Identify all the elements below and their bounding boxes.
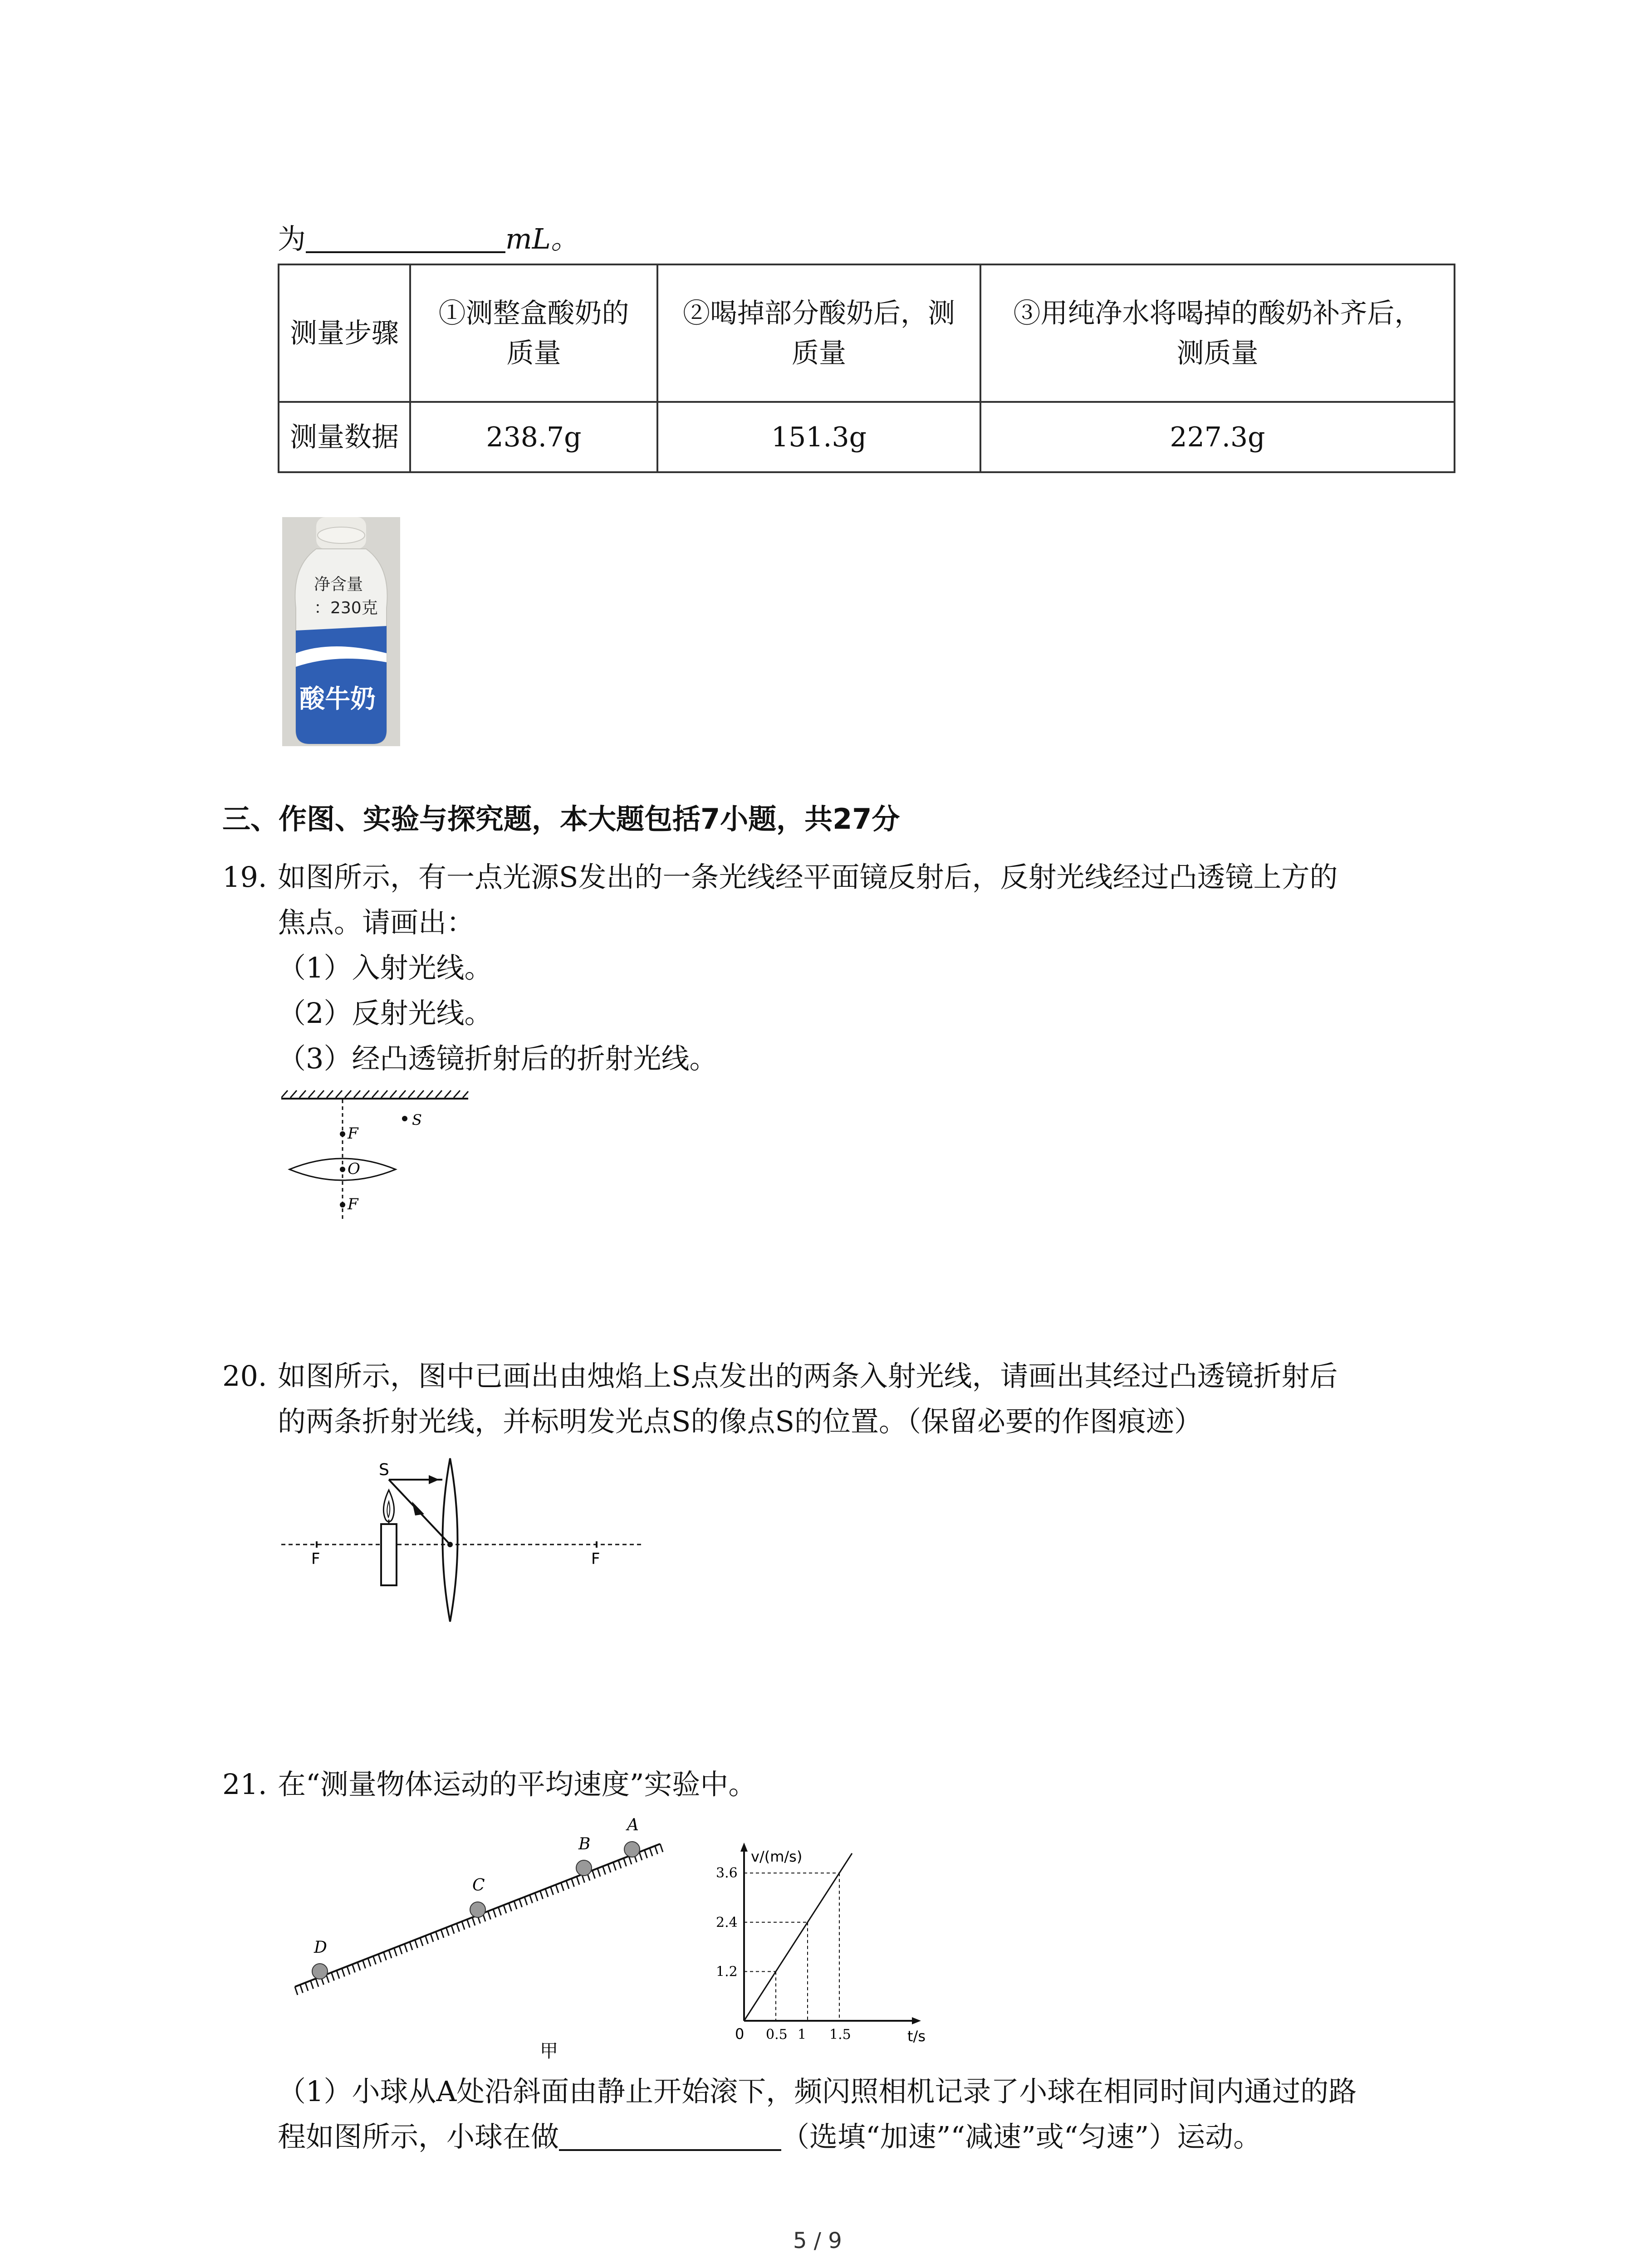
figure-caption: 甲 [540,2041,558,2062]
x-tick-label: 1 [798,2027,807,2043]
q19-item-1: （1）入射光线。 [278,951,493,984]
label-a: A [627,1816,639,1834]
label-f-top: F [348,1124,358,1143]
y-tick-label: 1.2 [716,1964,738,1980]
q19-mirror-lens-figure [281,1089,472,1225]
x-tick-label: 1.5 [829,2027,851,2043]
row-header-steps: 测量步骤 [279,264,410,402]
y-tick-label: 3.6 [716,1865,738,1882]
arrow-parallel [429,1475,439,1484]
optical-center-point [447,1542,453,1547]
label-f-bottom: F [348,1195,358,1213]
q19-line1: 如图所示，有一点光源S发出的一条光线经平面镜反射后，反射光线经过凸透镜上方的 [278,860,1338,894]
q18-unit: mL。 [505,222,579,255]
q20-line1: 如图所示，图中已画出由烛焰上S点发出的两条入射光线，请画出其经过凸透镜折射后 [278,1359,1338,1393]
ball-a [624,1842,640,1857]
table-row [279,264,1455,402]
q21-sub1-text-b: （选填“加速”“减速”或“匀速”）运动。 [781,2120,1262,2153]
q19-number: 19. [222,860,267,894]
label-c: C [472,1876,485,1895]
series-line [744,1853,852,2021]
light-source-point [402,1116,407,1121]
data-3: 227.3g [980,402,1455,472]
x-axis-label: t/s [907,2028,926,2045]
label-f-left: F [311,1550,320,1568]
graph-marks [716,1853,852,2043]
data-1: 238.7g [410,402,657,472]
row-header-data: 测量数据 [279,402,410,472]
q21-line1: 在“测量物体运动的平均速度”实验中。 [278,1768,757,1801]
q21-sub1-text-a: 程如图所示，小球在做 [278,2120,559,2153]
q18-prefix: 为 [278,222,306,255]
q21-sub1-line2 [278,2120,1262,2153]
focus-bottom-point [340,1202,345,1207]
y-tick-label: 2.4 [716,1914,738,1931]
y-axis-arrow [740,1843,748,1852]
origin-label: 0 [735,2025,745,2043]
label-f-right: F [591,1550,600,1568]
yogurt-bottle-image [282,517,400,746]
ball-b [576,1860,592,1876]
mirror-hatching [281,1090,468,1098]
q20-candle-lens-figure [277,1452,649,1624]
y-axis-label: v/(m/s) [751,1848,803,1865]
velocity-time-graph [694,1842,939,2046]
q20-number: 20. [222,1359,267,1393]
answer-blank[interactable] [306,225,505,253]
bottle-brand: 酸牛奶 [299,684,376,714]
ball-d [312,1964,328,1979]
data-2: 151.3g [657,402,980,472]
q19-item-3: （3）经凸透镜折射后的折射光线。 [278,1042,718,1075]
label-o: O [348,1160,360,1178]
q18-tail [278,222,579,255]
q19-line2: 焦点。请画出： [278,906,475,939]
label-b: B [578,1835,591,1853]
page-number: 5 / 9 [793,2228,842,2253]
x-tick-label: 0.5 [766,2027,788,2043]
step-1: ①测整盒酸奶的质量 [410,264,657,402]
q21-number: 21. [222,1768,267,1801]
candle-body [381,1524,397,1585]
label-s: S [379,1461,389,1479]
bottle-text-2: ：230克 [314,599,378,617]
q19-item-2: （2）反射光线。 [278,997,493,1030]
focus-top-point [340,1131,345,1137]
x-axis-arrow [912,2017,921,2024]
step-2: ②喝掉部分酸奶后，测质量 [657,264,980,402]
incline-hatching [295,1844,663,1995]
table-row [279,402,1455,472]
label-s: S [412,1111,422,1129]
section-3-heading: 三、作图、实验与探究题，本大题包括7小题，共27分 [222,802,900,836]
bottle-text-1: 净含量 [314,575,363,594]
label-d: D [314,1938,327,1957]
ball-c [470,1902,485,1917]
measurement-table [278,264,1455,473]
arrow-center [412,1501,424,1515]
incline-figure [281,1810,671,2064]
q20-line2: 的两条折射光线，并标明发光点S的像点S的位置。（保留必要的作图痕迹） [278,1405,1202,1438]
center-point [340,1167,345,1172]
q21-sub1-line1: （1）小球从A处沿斜面由静止开始滚下，频闪照相机记录了小球在相同时间内通过的路 [278,2075,1357,2108]
step-3: ③用纯净水将喝掉的酸奶补齐后，测质量 [980,264,1455,402]
answer-blank[interactable] [559,2123,781,2151]
